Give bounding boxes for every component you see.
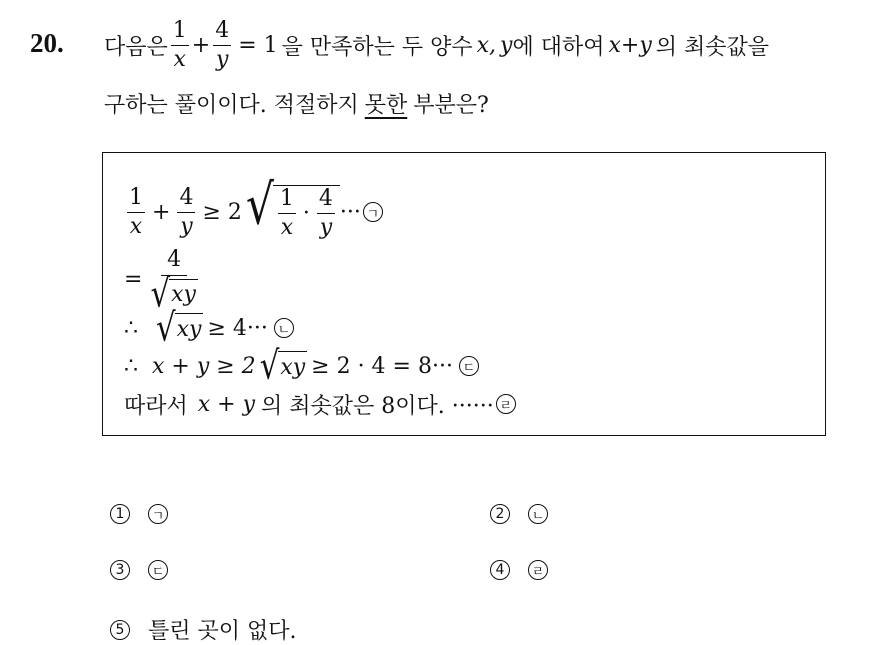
question-text-mid: 을 만족하는 두 양수 <box>281 34 473 60</box>
choice-label: ㄴ <box>528 504 548 524</box>
radicand: xy <box>175 313 204 344</box>
ellipsis: ··· <box>339 199 361 225</box>
dot-operator: · <box>302 201 310 226</box>
question-text-line2-prefix: 구하는 풀이이다. 적절하지 <box>104 93 359 118</box>
choice-5[interactable] <box>110 614 297 645</box>
choice-1[interactable] <box>110 504 168 524</box>
choice-label: ㄹ <box>528 560 548 580</box>
marker-digeut: ㄷ <box>459 356 479 376</box>
question-line-2 <box>104 88 489 119</box>
equals-sign: = <box>124 266 143 292</box>
question-text-suffix: 의 최솟값을 <box>655 34 770 60</box>
fraction-numerator: 1 <box>171 20 189 46</box>
conclusion-suffix: 의 최솟값은 8이다. ······ <box>261 393 494 419</box>
solution-step-4 <box>124 342 479 388</box>
therefore-symbol: ∴ <box>124 353 138 379</box>
choice-number: 5 <box>110 620 130 640</box>
choice-2[interactable] <box>490 504 548 524</box>
fraction-denominator <box>150 270 197 316</box>
radical-sign: √ <box>150 270 171 316</box>
variable-y: y <box>500 32 513 58</box>
choice-number: 4 <box>490 560 510 580</box>
square-root <box>259 342 307 388</box>
choice-label: ㄱ <box>148 504 168 524</box>
solution-step-3 <box>124 304 294 350</box>
fraction-numerator: 1 <box>278 188 296 214</box>
marker-giyeok: ㄱ <box>363 202 383 222</box>
fraction-denominator: y <box>180 213 193 239</box>
question-text-mid2: 에 대하여 <box>512 34 605 60</box>
square-root <box>245 173 340 240</box>
fraction-numerator: 4 <box>161 249 187 276</box>
fraction-denominator: x <box>173 46 186 72</box>
square-root <box>156 304 203 350</box>
fraction-1-over-x <box>171 17 189 72</box>
question-text-prefix: 다음은 <box>104 34 168 60</box>
choice-label: ㄷ <box>148 560 168 580</box>
variable-x: x, <box>476 32 497 58</box>
fraction-denominator: y <box>215 46 229 72</box>
conclusion-prefix: 따라서 <box>124 393 188 419</box>
fraction-numerator: 4 <box>177 187 195 213</box>
fraction-denominator: x <box>280 215 294 240</box>
radical-sign: √ <box>245 173 274 237</box>
radicand: xy <box>169 279 198 310</box>
fraction-4-over-y <box>177 184 195 239</box>
equals-one: = 1 <box>238 32 278 58</box>
solution-step-1 <box>124 173 383 248</box>
radicand: xy <box>278 351 307 382</box>
choice-number: 3 <box>110 560 130 580</box>
fraction-numerator: 1 <box>127 187 145 213</box>
marker-rieul: ㄹ <box>496 394 516 414</box>
choice-4[interactable] <box>490 560 548 580</box>
expression-x-plus-y: x + y <box>197 391 256 417</box>
choice-label: 틀린 곳이 없다. <box>148 619 297 644</box>
solution-step-5 <box>124 388 516 420</box>
geq-two: ≥ 2 <box>202 199 242 225</box>
question-line-1 <box>104 14 769 76</box>
therefore-symbol: ∴ <box>124 315 138 341</box>
expression-x-plus-y: x+y <box>608 32 652 58</box>
solution-step-2 <box>124 246 201 316</box>
fraction-numerator: 4 <box>213 20 231 46</box>
underlined-word: 못한 <box>364 93 408 118</box>
inequality-lhs: x + y ≥ 2 <box>152 353 256 379</box>
fraction-4-over-y <box>317 188 335 239</box>
plus-sign: + <box>191 32 211 58</box>
fraction-1-over-x <box>278 188 296 239</box>
radical-sign: √ <box>259 342 280 388</box>
fraction-1-over-x <box>127 184 145 239</box>
choice-number: 2 <box>490 504 510 524</box>
inequality-rest: ≥ 2 · 4 = 8··· <box>311 353 453 379</box>
radicand <box>273 185 340 239</box>
radical-sign: √ <box>156 304 176 350</box>
fraction-4-over-y <box>213 17 231 72</box>
inequality-rest: ≥ 4··· <box>207 315 268 341</box>
choice-number: 1 <box>110 504 130 524</box>
choice-3[interactable] <box>110 560 168 580</box>
marker-nieun: ㄴ <box>274 318 294 338</box>
question-number: 20. <box>30 28 64 58</box>
plus-sign: + <box>152 199 171 225</box>
fraction-denominator: y <box>319 215 333 240</box>
fraction-4-over-sqrt-xy <box>150 246 197 316</box>
question-text-line2-suffix: 부분은? <box>413 93 489 118</box>
fraction-numerator: 4 <box>317 188 335 214</box>
fraction-denominator: x <box>129 213 143 239</box>
